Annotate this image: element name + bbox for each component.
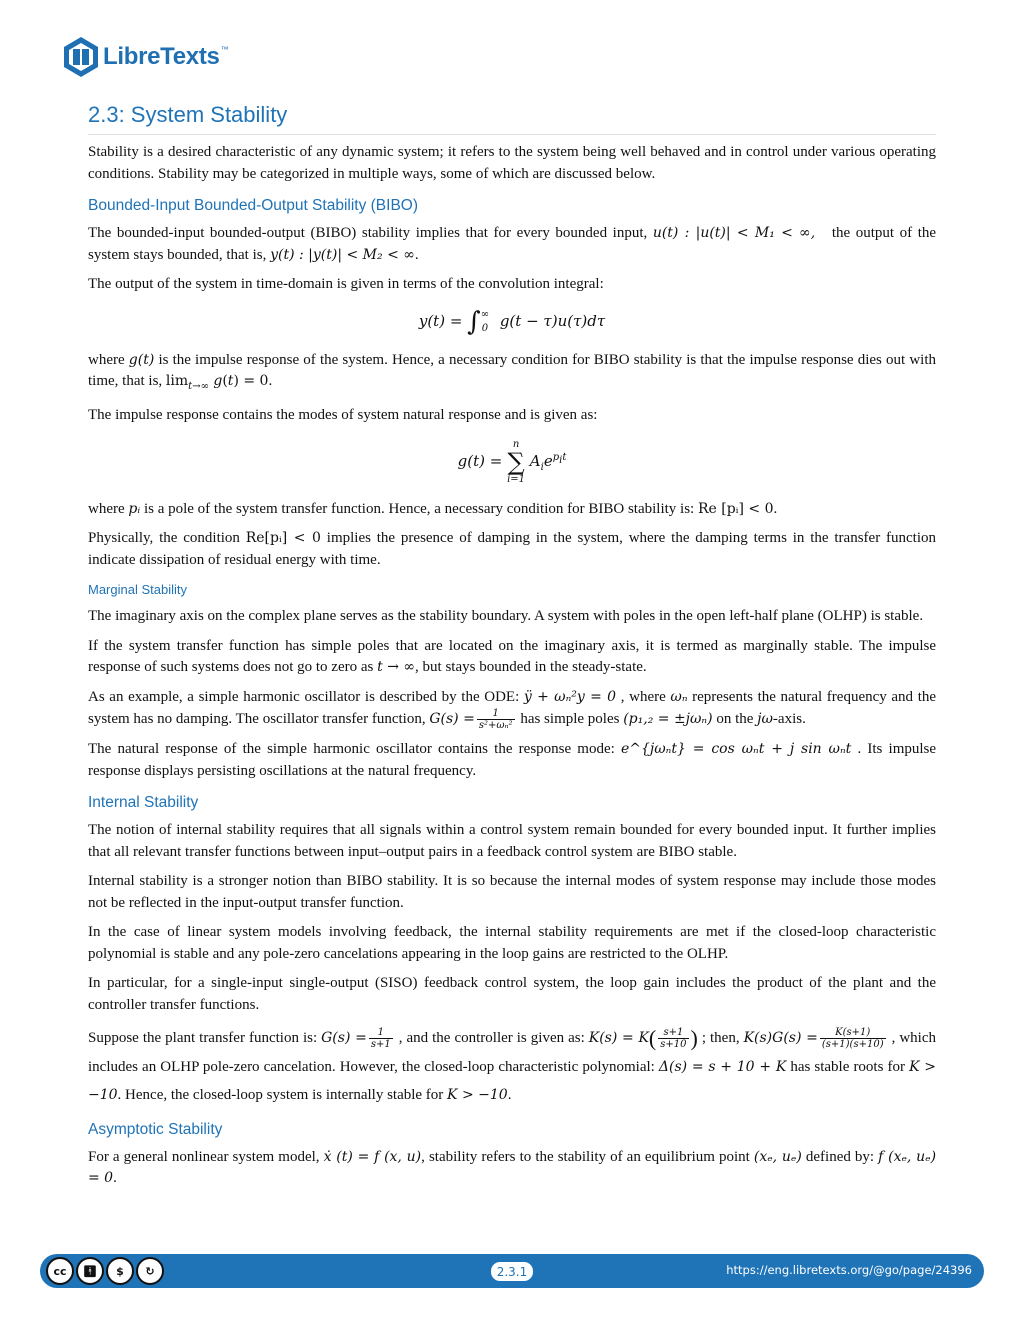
- math-response-mode: e^{jωₙt} = cos ωₙt + j sin ωₙt: [620, 741, 852, 758]
- bibo-heading: Bounded-Input Bounded-Output Stability (BIBO): [88, 197, 419, 214]
- asymptotic-heading: Asymptotic Stability: [88, 1120, 223, 1138]
- math-equilibrium-point: (xₑ, uₑ): [753, 1148, 802, 1165]
- page-url-link[interactable]: https://eng.libretexts.org/@go/page/24396: [726, 1263, 972, 1277]
- bibo-paragraph-4: The impulse response contains the modes of system natural response and is given as:: [88, 407, 598, 424]
- bibo-paragraph-2: The output of the system in time-domain is given in terms of the convolution integral:: [88, 276, 604, 292]
- marginal-paragraph-2: If the system transfer function has simple poles that are located on the imaginary axis, it is termed as marginally stable. The impulse response of such systems does not go to zero as t → ∞, but stays bounded in the steady-state.: [88, 637, 936, 676]
- marginal-heading: Marginal Stability: [88, 582, 187, 598]
- math-t-to-infinity: t → ∞: [377, 659, 416, 676]
- internal-paragraph-5: Suppose the plant transfer function is: G(s) = $\frac{1}{s+1}$ , and the controller is given as: K(s) = K( $\frac{s+1}{s+10}$ ) ; then, K(s)G(s) = $\frac{K(s+1)}{(s+1)(s+10)}$ , which includes an OLHP pole-zero cancelation. However, the closed-loop characteristic polynomial: Δ(s) = s + 10 + K has stable roots for K > −10. Hence, the closed-loop system is internally stable for K > −10.: [88, 1025, 937, 1103]
- marginal-paragraph-3: As an example, a simple harmonic oscillator is described by the ODE: ÿ + ωₙ²y = 0 , where ωₙ represents the natural frequency and the system has no damping. The oscillator transfer function, G(s) = $\frac{1}{\text{s²+ωₙ²}}$ has simple poles (p₁,₂ = ±jωₙ) on the jω-axis.: [88, 688, 937, 732]
- marginal-paragraph-1: The imaginary axis on the complex plane serves as the stability boundary. A system with poles in the open left-half plane (OLHP) is stable.: [88, 608, 924, 625]
- page-number: 2.3.1: [490, 1261, 534, 1282]
- math-controller: K(s) = K: [588, 1030, 649, 1047]
- plant-fraction: $\frac{1}{s+1}$: [370, 1027, 391, 1051]
- marginal-paragraph-4: The natural response of the simple harmonic oscillator contains the response mode: e^{jωₙt} = cos ωₙt + j sin ωₙt . Its impulse response displays persisting oscillations at the natural frequency.: [88, 741, 937, 779]
- math-bounded-output: y(t) : |y(t)| < M₂ < ∞: [270, 246, 415, 263]
- math-transfer-function: G(s) =: [429, 711, 475, 728]
- math-damping-condition: Re[pᵢ] < 0: [245, 530, 321, 547]
- math-re-condition: Re [pᵢ] < 0: [697, 500, 774, 517]
- logo-text: LibreTexts: [103, 43, 220, 70]
- math-equilibrium-condition: f (xₑ, uₑ) = 0: [88, 1148, 937, 1187]
- bibo-paragraph-1: The bounded-input bounded-output (BIBO) stability implies that for every bounded input, u(t) : |u(t)| < M₁ < ∞, the output of the system stays bounded, that is, y(t) : |y(t)| < M₂ < ∞.: [88, 225, 937, 263]
- math-k-condition-1: K > −10: [88, 1058, 937, 1103]
- by-icon: 🚹︎: [76, 1257, 104, 1285]
- bibo-paragraph-5: where pᵢ is a pole of the system transfer function. Hence, a necessary condition for BIBO stability is: Re [pᵢ] < 0.: [88, 500, 778, 517]
- math-ode: ÿ + ωₙ²y = 0: [523, 688, 617, 705]
- convolution-equation: y(t) = ∫ ∞ 0 g(t − τ)u(τ)dτ: [418, 306, 606, 337]
- internal-paragraph-3: In the case of linear system models involving feedback, the internal stability requirements are met if the closed-loop characteristic polynomial is stable and any pole-zero cancelations appearing in the loop gains are restricted to the OLHP.: [88, 924, 936, 962]
- math-jw: jω: [757, 711, 773, 728]
- math-natural-frequency: ωₙ: [670, 688, 688, 705]
- sa-icon: ↻: [136, 1257, 164, 1285]
- libretexts-hexagon-icon: [62, 36, 100, 78]
- math-loop-gain: K(s)G(s) =: [743, 1030, 818, 1047]
- math-impulse-response: g(t): [128, 351, 155, 368]
- internal-heading: Internal Stability: [88, 794, 199, 812]
- libretexts-logo[interactable]: [62, 36, 229, 78]
- internal-paragraph-4: In particular, for a single-input single-output (SISO) feedback control system, the loop gain includes the product of the plant and the controller transfer functions.: [88, 975, 936, 1013]
- math-char-poly: Δ(s) = s + 10 + K: [658, 1058, 787, 1075]
- bibo-paragraph-6: Physically, the condition Re[pᵢ] < 0 implies the presence of damping in the system, where the damping terms in the transfer function indicate dissipation of residual energy with time.: [88, 530, 937, 568]
- controller-fraction: $\frac{s+1}{s+10}$: [660, 1027, 687, 1051]
- nc-icon: $: [106, 1257, 134, 1285]
- cc-icon: cc: [46, 1257, 74, 1285]
- math-pole: pᵢ: [128, 500, 141, 517]
- page-footer: [40, 1254, 984, 1288]
- modal-sum-equation: g(t) = n ∑ i=1 $A_ie^{p_it}$: [457, 438, 567, 485]
- asymptotic-paragraph-1: For a general nonlinear system model, ẋ (t) = f (x, u), stability refers to the stability of an equilibrium point (xₑ, uₑ) defined by: f (xₑ, uₑ) = 0.: [88, 1148, 937, 1187]
- math-plant: G(s) =: [321, 1030, 367, 1047]
- oscillator-fraction: $\frac{1}{\text{s²+ωₙ²}}$: [478, 708, 513, 732]
- math-k-condition-2: K > −10: [447, 1086, 508, 1103]
- internal-paragraph-1: The notion of internal stability requires that all signals within a control system remain bounded for every bounded input. It further implies that all relevant transfer functions between input–output pairs in a feedback control system are BIBO stable.: [88, 822, 936, 860]
- math-simple-poles: (p₁,₂ = ±jωₙ): [623, 711, 713, 728]
- page-content: [88, 100, 936, 1198]
- math-bounded-input: u(t) : |u(t)| < M₁ < ∞,: [652, 225, 816, 241]
- intro-paragraph: Stability is a desired characteristic of any dynamic system; it refers to the system being well behaved and in control under various operating conditions. Stability may be categorized in multiple ways, some of which are discussed below.: [88, 144, 936, 182]
- internal-paragraph-2: Internal stability is a stronger notion than BIBO stability. It is so because the internal modes of system response may include those modes not be reflected in the input-output transfer function.: [88, 873, 936, 911]
- cc-license-badge[interactable]: [46, 1257, 164, 1285]
- page-title: 2.3: System Stability: [88, 100, 936, 135]
- math-limit: $\lim_{t\to\infty} g(t) = 0$: [165, 373, 269, 392]
- math-nonlinear-model: ẋ (t) = f (x, u): [323, 1148, 422, 1165]
- logo-trademark: ™: [220, 44, 229, 54]
- bibo-paragraph-3: where g(t) is the impulse response of the system. Hence, a necessary condition for BIBO stability is that the impulse response dies out with time, that is, $\lim_{t\to\infty} g(t) = 0$.: [88, 351, 936, 392]
- loop-gain-fraction: $\frac{K(s+1)}{(s+1)(s+10)}$: [821, 1027, 884, 1051]
